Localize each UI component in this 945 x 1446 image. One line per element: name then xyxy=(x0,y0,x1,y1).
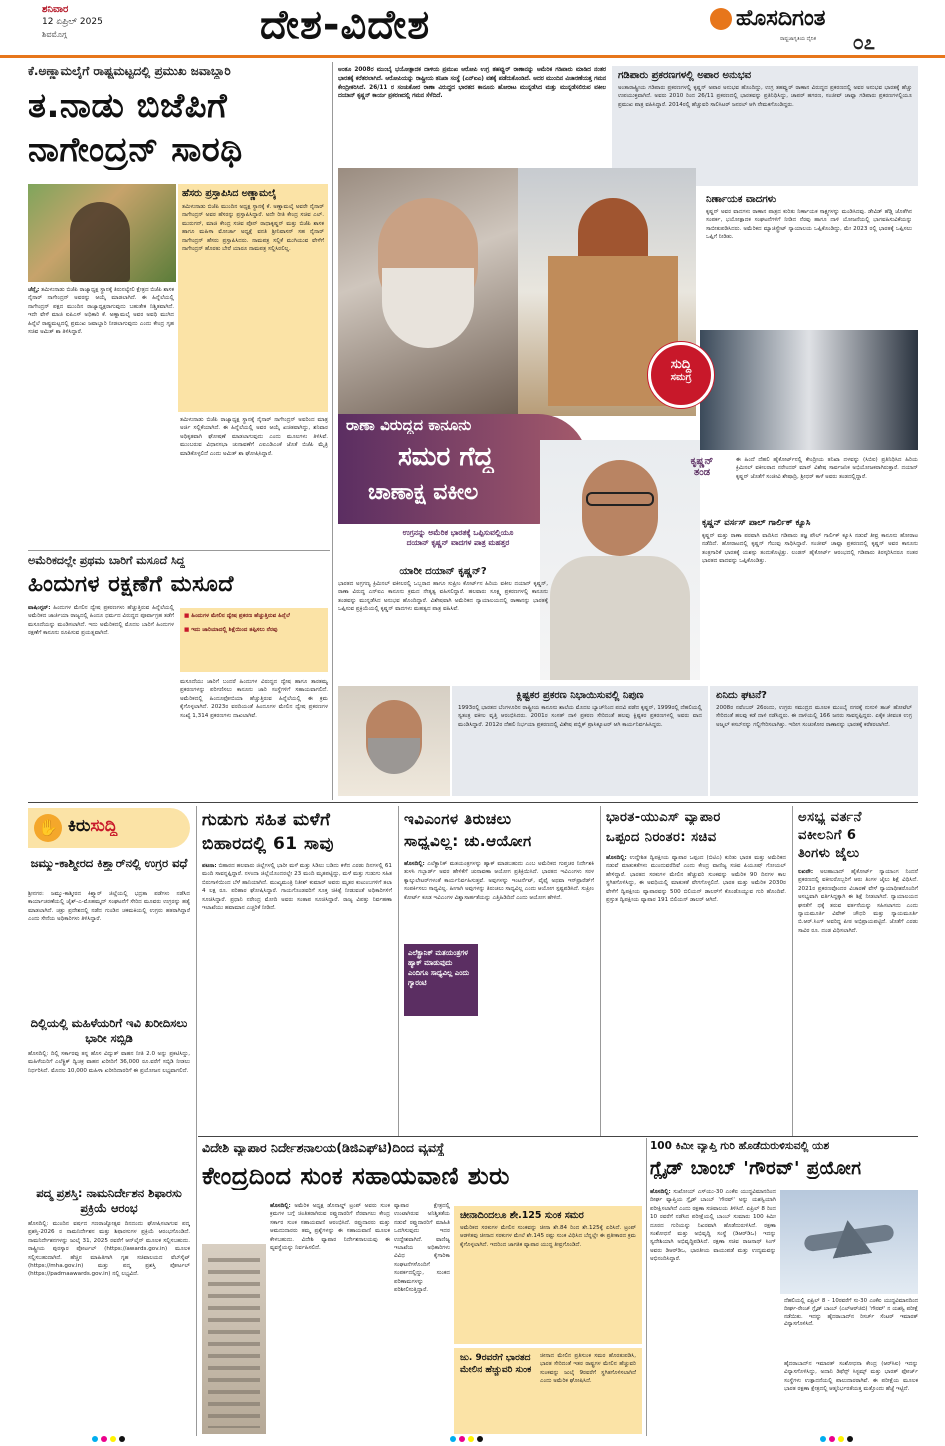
annamalai-headline-1: ತ.ನಾಡು ಬಿಜೆಪಿಗೆ xyxy=(28,86,228,126)
gaurav-body-text: ಸುಖೋಯ್ ಎಸ್‌ಯು-30 ಎಂಕೆಐ ಯುದ್ಧವಿಮಾನದಿಂದ ದೀರ್ಘ ವ್ಯಾಪ್ತಿಯ ಗ್ಲೈಡ್ ಬಾಂಬ್ 'ಗೌರವ್' ಅನ್ನು ಯಶಸ್ವಿಯಾಗಿ ಪರೀಕ್ಷಿಸಲಾಗಿದೆ ಎಂದು ರಕ್ಷಣಾ ಸಚಿವಾಲಯ ತಿಳಿಸಿದೆ. ಏಪ್ರಿಲ್ 8 ರಿಂದ 10 ರವರೆಗೆ ನಡೆಸಿದ ಪರೀಕ್ಷೆಯಲ್ಲಿ ಬಾಂಬ್ ಸುಮಾರು 100 ಕಿಮೀ ದೂರದ ಗುರಿಯನ್ನು ನಿಖರವಾಗಿ ಹೊಡೆದುರುಳಿಸಿದೆ. ರಕ್ಷಣಾ ಸಂಶೋಧನೆ ಮತ್ತು ಅಭಿವೃದ್ಧಿ ಸಂಸ್ಥೆ (ಡಿಆರ್‌ಡಿಒ) ಇದನ್ನು ಸ್ವದೇಶಿಯಾಗಿ ಅಭಿವೃದ್ಧಿಪಡಿಸಿದೆ. ರಕ್ಷಣಾ ಸಚಿವ ರಾಜನಾಥ್ ಸಿಂಗ್ ಅವರು ಡಿಆರ್‌ಡಿಒ, ಭಾರತೀಯ ವಾಯುಪಡೆ ಮತ್ತು ಉದ್ಯಮವನ್ನು ಅಭಿನಂದಿಸಿದ್ದಾರೆ. xyxy=(650,1189,776,1263)
rana-subhead xyxy=(338,528,578,562)
kiru-item2-body: ಹೊಸದಿಲ್ಲಿ: ದಿಲ್ಲಿ ಸರ್ಕಾರವು ತನ್ನ ಹೊಸ ವಿದ್ಯುತ್ ವಾಹನ ನೀತಿ 2.0 ಅನ್ನು ಪ್ರಕಟಿಸಿದ್ದು, ಮಹಿಳೆಯರಿಗೆ ಎಲೆಕ್ಟ್ರಿಕ್ ದ್ವಿಚಕ್ರ ವಾಹನ ಖರೀದಿಗೆ 36,000 ರೂ.ವರೆಗೆ ಸಬ್ಸಿಡಿ ನೀಡಲು ನಿರ್ಧರಿಸಿದೆ. ಮೊದಲ 10,000 ಮಹಿಳಾ ಖರೀದಿದಾರರಿಗೆ ಈ ಪ್ರಯೋಜನ ಲಭ್ಯವಾಗಲಿದೆ. xyxy=(28,1051,190,1074)
date-block xyxy=(42,4,172,50)
kiru-item2-title: ದಿಲ್ಲಿಯಲ್ಲಿ ಮಹಿಳೆಯರಿಗೆ ಇವಿ ಖರೀದಿಸಲು ಭಾರೀ ಸಬ್ಸಿಡಿ xyxy=(30,1016,188,1045)
expert-box xyxy=(452,686,708,796)
evm-dateline: ಹೊಸದಿಲ್ಲಿ: xyxy=(404,861,425,867)
bihar-dateline: ಪಟನಾ: xyxy=(202,863,217,869)
verdict-title: ನಿರ್ಣಾಯಕ ವಾದಗಳು xyxy=(706,194,777,205)
annamalai-body-text-1: ತಮಿಳುನಾಡು ಬಿಜೆಪಿ ರಾಜ್ಯಾಧ್ಯಕ್ಷ ಸ್ಥಾನಕ್ಕೆ ತಿರುನಲ್ವೇಲಿ ಕ್ಷೇತ್ರದ ಬಿಜೆಪಿ ಶಾಸಕ ನೈನಾರ್ ನಾಗೇಂದ್ರನ್ ಅವರನ್ನು ಆಯ್ಕೆ ಮಾಡಲಾಗಿದೆ. ಈ ಹಿನ್ನೆಲೆಯಲ್ಲಿ ನಾಗೇಂದ್ರನ್ ಪಕ್ಷದ ಮುಂದಿನ ರಾಜ್ಯಾಧ್ಯಕ್ಷರಾಗುವುದು ಬಹುತೇಕ ನಿಶ್ಚಿತವಾಗಿದೆ. ಇದೇ ವೇಳೆ ಮಾಜಿ ಐಪಿಎಸ್ ಅಧಿಕಾರಿ ಕೆ. ಅಣ್ಣಾಮಲೈ ಅವರ ಅವಧಿ ಮುಗಿದ ಹಿನ್ನೆಲೆ ರಾಷ್ಟ್ರಮಟ್ಟದಲ್ಲಿ ಪ್ರಮುಖ ಜವಾಬ್ದಾರಿ ನೀಡಲಾಗುವುದು ಎಂದು ಕೇಂದ್ರ ಗೃಹ ಸಚಿವ ಅಮಿತ್ ಶಾ ತಿಳಿಸಿದ್ದಾರೆ. xyxy=(28,287,174,336)
rana-subhead-2: ದಯಾನ್ ಕೃಷ್ಣನ್ ವಾದಗಳ ಪಾತ್ರ ಮಹತ್ತರ xyxy=(406,538,510,547)
dgft-dateline: ಹೊಸದಿಲ್ಲಿ: xyxy=(270,1203,291,1209)
person-silhouette xyxy=(70,202,130,282)
side-box-title: ಹೆಸರು ಪ್ರಸ್ತಾಪಿಸಿದ ಅಣ್ಣಾಮಲೈ xyxy=(182,188,277,199)
krishnan-vs-title: ಕೃಷ್ಣನ್ ವರ್ಸಸ್ ಪಾಲ್ ಗಾರ್ಲಿಕ್ ಕ್ಯೂಸಿ xyxy=(702,518,811,528)
dgft-body-col1 xyxy=(270,1202,390,1434)
krishnan-glasses xyxy=(586,492,654,506)
city-label: ಶಿವಮೊಗ್ಗ xyxy=(42,30,67,39)
bullet-icon: ■ xyxy=(184,627,192,634)
hindus-body-col2: ಮಸೂದೆಯು ಜಾರಿಗೆ ಬಂದರೆ ಹಿಂದುಗಳ ವಿರುದ್ಧದ ದ್ವೇಷ ಹಾಗೂ ತಾರತಮ್ಯ ಪ್ರಕರಣಗಳನ್ನು ಪರಿಗಣಿಸಲು ಕಾನೂನು ಜಾರಿ ಸಂಸ್ಥೆಗಳಿಗೆ ಸಹಾಯವಾಗಲಿದೆ. ಅಮೆರಿಕದಲ್ಲಿ ಹಿಂದೂಫೋಬಿಯಾ ಹೆಚ್ಚುತ್ತಿರುವ ಹಿನ್ನೆಲೆಯಲ್ಲಿ ಈ ಕ್ರಮ ಕೈಗೊಳ್ಳಲಾಗಿದೆ. 2023ರ ವರದಿಯಂತೆ ಹಿಂದೂಗಳ ಮೇಲಿನ ದ್ವೇಷ ಪ್ರಕರಣಗಳ ಸಂಖ್ಯೆ 1,314 ಪ್ರಕರಣಗಳು ದಾಖಲಾಗಿವೆ. xyxy=(180,679,328,719)
judge-dateline: ಲಖನೌ: xyxy=(798,869,814,875)
gaurav-caption: ದೆಹಲಿಯಲ್ಲಿ ಏಪ್ರಿಲ್ 8 - 10ರವರೆಗೆ ಸು-30 ಎಂಕೆಐ ಯುದ್ಧವಿಮಾನದಿಂದ ದೀರ್ಘ-ರೇಂಜ್ ಗ್ಲೈಡ್ ಬಾಂಬ್ (ಎಲ್ಆರ್‌ಜಿಬಿ) 'ಗೌರವ್' ನ ಯಶಸ್ವಿ ಪರೀಕ್ಷೆ ನಡೆಯಿತು. ಇದನ್ನು ಹೈದರಾಬಾದ್‌ನ ರಿಸರ್ಚ್ ಸೆಂಟರ್ ಇಮಾರತ್ ವಿನ್ಯಾಸಗೊಳಿಸಿದೆ. xyxy=(784,1298,918,1328)
taj-dome xyxy=(578,198,648,258)
krishnan-jacket xyxy=(550,556,690,680)
judge-headline-2: ವಕೀಲನಿಗೆ 6 xyxy=(798,828,857,843)
paper-tagline: ರಾಷ್ಟ್ರಜಾಗೃತಿಯ ದೈನಿಕ xyxy=(780,36,816,42)
evm-headline-1: ಇವಿಎಂಗಳ ತಿರುಚಲು xyxy=(404,810,512,828)
trade-story xyxy=(606,810,786,1130)
trade-headline-2: ಒಪ್ಪಂದ ನಿರಂತರ: ಸಚಿವ xyxy=(606,830,717,845)
china-body: ಅಮೆರಿಕದ ಸರಕುಗಳ ಮೇಲಿನ ಸುಂಕವನ್ನು ಚೀನಾ ಶೇ.84 ರಿಂದ ಶೇ.125ಕ್ಕೆ ಏರಿಸಿದೆ. ಟ್ರಂಪ್ ಆಡಳಿತವು ಚೀನಾದ ಸರಕುಗಳ ಮೇಲೆ ಶೇ.145 ರಷ್ಟು ಸುಂಕ ವಿಧಿಸಿದ ಬೆನ್ನಲ್ಲೇ ಈ ಪ್ರತೀಕಾರದ ಕ್ರಮ ಕೈಗೊಳ್ಳಲಾಗಿದೆ. ಇದರಿಂದ ಜಾಗತಿಕ ವ್ಯಾಪಾರ ಯುದ್ಧ ತೀವ್ರಗೊಂಡಿದೆ. xyxy=(460,1225,636,1248)
divider xyxy=(646,1138,647,1436)
masthead xyxy=(0,0,945,58)
gaurav-body xyxy=(650,1188,776,1434)
evm-quote-text: ಎಲೆಕ್ಟ್ರಾನಿಕ್ ಮತಯಂತ್ರಗಳ ಹ್ಯಾಕ್ ಮಾಡುವುದು ಎಂದಿಗೂ ಸಾಧ್ಯವಿಲ್ಲ ಎಂದು ಗ್ಯಾರಂಟಿ xyxy=(408,949,470,987)
judge-headline-1: ಅಸಭ್ಯ ವರ್ತನೆ xyxy=(798,810,862,825)
judge-headline-3: ತಿಂಗಳು ಜೈಲು xyxy=(798,846,860,861)
divider xyxy=(398,806,399,1136)
expert-lawyer-photo xyxy=(338,686,450,796)
building-windows xyxy=(208,1258,260,1428)
extradition-title: ಗಡಿಪಾರು ಪ್ರಕರಣಗಳಲ್ಲಿ ಅಪಾರ ಅನುಭವ xyxy=(618,70,752,81)
hindus-bullet-2: ■ ಇದು ಜಾರಿಯಾದಲ್ಲಿ ಶಿಕ್ಷೆಯಿಂದ ತಪ್ಪಿಸಲು ನೆರವು xyxy=(184,627,278,634)
hindus-dateline: ವಾಷಿಂಗ್ಟನ್: xyxy=(28,605,51,611)
team-body: ಈ ಹಿಂದೆ ದೆಹಲಿ ಹೈಕೋರ್ಟ್‌ನಲ್ಲಿ ಕೇಂದ್ರೀಯ ತನಿಖಾ ದಳವನ್ನು (ಸಿಬಿಐ) ಪ್ರತಿನಿಧಿಸಿದ ಹಿರಿಯ ಕ್ರಿಮಿನಲ್ ವಕೀಲರಾದ ನರೇಂದರ್ ಮಾನ್ ವಿಶೇಷ ಸಾರ್ವಜನಿಕ ಅಭಿಯೋಜಕರಾಗಿರುತ್ತಾರೆ. ದಯಾನ್ ಕೃಷ್ಣನ್ ಜೊತೆಗೆ ಸಂಜೀವಿ ಶೇಷಾದ್ರಿ, ಶ್ರೀಧರ್ ಕಾಳೆ ಅವರು ತಂಡದಲ್ಲಿದ್ದಾರೆ. xyxy=(736,457,918,480)
judge-body xyxy=(798,868,918,1130)
reg-dot-yellow xyxy=(838,1436,844,1442)
gaurav-dateline: ಹೊಸದಿಲ್ಲಿ: xyxy=(650,1189,671,1195)
annamalai-body-col2: ತಮಿಳುನಾಡು ಬಿಜೆಪಿ ರಾಜ್ಯಾಧ್ಯಕ್ಷ ಸ್ಥಾನಕ್ಕೆ ನೈನಾರ್ ನಾಗೇಂದ್ರನ್ ಅವರಿಂದ ಮಾತ್ರ ಅರ್ಜಿ ಸಲ್ಲಿಕೆಯಾಗಿದೆ. ಈ ಹಿನ್ನೆಲೆಯಲ್ಲಿ ಅವರ ಆಯ್ಕೆ ಖಚಿತವಾಗಿದ್ದು, ಶನಿವಾರ ಅಧಿಕೃತವಾಗಿ ಘೋಷಣೆ ಮಾಡಲಾಗುವುದು ಎಂದು ಮೂಲಗಳು ತಿಳಿಸಿವೆ. ಮುಂಬರುವ ವಿಧಾನಸಭಾ ಚುನಾವಣೆಗೆ ಎಐಎಡಿಎಂಕೆ ಜೊತೆ ಬಿಜೆಪಿ ಮೈತ್ರಿ ಮಾಡಿಕೊಳ್ಳಲಿದೆ ಎಂದು ಅಮಿತ್ ಶಾ ಘೋಷಿಸಿದ್ದಾರೆ. xyxy=(180,417,328,457)
dgft-story xyxy=(202,1140,642,1436)
rana-headline-3: ಚಾಣಾಕ್ಷ ವಕೀಲ xyxy=(368,480,479,505)
kiru-label-text: ಕಿರುಸುದ್ದಿ xyxy=(68,816,118,836)
what-body: 2008ರ ನವೆಂಬರ್ 26ರಂದು, ಉಗ್ರರು ಸಮುದ್ರದ ಮೂಲಕ ಮುಂಬೈ ನಗರಕ್ಕೆ ನುಸುಳಿ ತಾಜ್ ಹೋಟೆಲ್ ಸೇರಿದಂತೆ ಹಲವು ಕಡೆ ದಾಳಿ ನಡೆಸಿದ್ದರು. ಈ ದಾಳಿಯಲ್ಲಿ 166 ಜನರು ಸಾವನ್ನಪ್ಪಿದ್ದರು. ಏಕೈಕ ಜೀವಂತ ಉಗ್ರ ಅಜ್ಮಲ್ ಕಸಬ್‌ನನ್ನು ಗಲ್ಲಿಗೇರಿಸಲಾಗಿತ್ತು. ಇದೀಗ ಸಂಚುಕೋರ ರಾಣಾನನ್ನು ಭಾರತಕ್ಕೆ ಕರೆತರಲಾಗಿದೆ. xyxy=(716,705,912,728)
badge-bottom: ಸಮಗ್ರ xyxy=(670,372,692,383)
evm-body-b xyxy=(484,944,594,1130)
july-title: ಜು. 9ರವರೆಗೆ ಭಾರತದ ಮೇಲಿನ ಹೆಚ್ಚುವರಿ ಸುಂಕ xyxy=(460,1353,532,1375)
who-body: ಭಾರತದ ಅಗ್ರಗಣ್ಯ ಕ್ರಿಮಿನಲ್ ವಕೀಲರಲ್ಲಿ ಒಬ್ಬರಾದ ಹಾಗೂ ಸುಪ್ರೀಂ ಕೋರ್ಟ್‌ನ ಹಿರಿಯ ವಕೀಲ ದಯಾನ್ ಕೃಷ್ಣನ್, ರಾಣಾ ವಿರುದ್ಧ ಎನ್ಐಎ ಕಾನೂನು ಕ್ರಮದ ನೇತೃತ್ವ ವಹಿಸಲಿದ್ದಾರೆ. ಹಲವಾರು ಸೂಕ್ಷ್ಮ ಪ್ರಕರಣಗಳಲ್ಲಿ ಕಾನೂನು ತಂಡವನ್ನು ಮುನ್ನಡೆಸಿದ ಅನುಭವ ಹೊಂದಿದ್ದಾರೆ. ವಿಶೇಷವಾಗಿ ಅಮೆರಿಕದ ನ್ಯಾಯಾಲಯದಲ್ಲಿ ರಾಣಾನನ್ನು ಭಾರತಕ್ಕೆ ಒಪ್ಪಿಸುವ ಪ್ರಕ್ರಿಯೆಯಲ್ಲಿ ಕೃಷ್ಣನ್ ವಾದಗಳು ಮಹತ್ವದ ಪಾತ್ರ ವಹಿಸಿವೆ. xyxy=(338,581,548,613)
hindus-body-col1 xyxy=(28,604,174,798)
rana-headline-1: ರಾಣಾ ವಿರುದ್ಧದ ಕಾನೂನು xyxy=(346,416,472,434)
divider xyxy=(332,62,333,800)
july-box xyxy=(454,1348,642,1434)
reg-dot-black xyxy=(477,1436,483,1442)
hand-icon: ✋ xyxy=(34,814,62,842)
team-label-1: ಕೃಷ್ಣನ್ xyxy=(690,456,714,467)
bihar-body xyxy=(202,862,392,1130)
annamalai-dateline: ಚೆನ್ನೈ: xyxy=(28,287,40,293)
verdict-body: ಕೃಷ್ಣನ್ ಅವರ ವಾದಗಳು ರಾಣಾನ ಪಾತ್ರದ ಕುರಿತು ನಿರ್ಣಾಯಕ ಸಾಕ್ಷ್ಯಗಳನ್ನು ಮಂಡಿಸಿದವು. ಡೇವಿಡ್ ಹೆಡ್ಲಿ ಜೊತೆಗಿನ ಸಂಪರ್ಕ, ಭಯೋತ್ಪಾದಕ ಸಂಘಟನೆಗಳಿಗೆ ನೀಡಿದ ನೆರವು ಹಾಗೂ ದಾಳಿ ಯೋಜನೆಯಲ್ಲಿ ಭಾಗವಹಿಸುವಿಕೆಯನ್ನು ಸಾಬೀತುಪಡಿಸಿದರು. ಅಮೆರಿಕದ ಮ್ಯಾಜಿಸ್ಟ್ರೇಟ್ ನ್ಯಾಯಾಲಯ ಒಪ್ಪಿಕೊಂಡಿದ್ದು, ಮೇ 2023 ರಲ್ಲಿ ಭಾರತಕ್ಕೆ ಒಪ್ಪಿಸಲು ಒಪ್ಪಿಗೆ ನೀಡಿತು. xyxy=(706,209,912,241)
divider xyxy=(792,806,793,1136)
what-title: ಏನಿದು ಘಟನೆ? xyxy=(716,690,767,701)
gaurav-kicker: 100 ಕಿಮೀ ವ್ಯಾಪ್ತಿ ಗುರಿ ಹೊಡೆದುರುಳಿಸುವಲ್ಲಿ ಯಶ xyxy=(650,1140,830,1152)
extradition-body: ಅಂತಾರಾಷ್ಟ್ರೀಯ ಗಡಿಪಾರು ಪ್ರಕರಣಗಳಲ್ಲಿ ಕೃಷ್ಣನ್ ಅಪಾರ ಅನುಭವ ಹೊಂದಿದ್ದು, ಉಗ್ರ ತಹವ್ವುರ್ ರಾಣಾನ ವಿರುದ್ಧದ ಪ್ರಕರಣದಲ್ಲಿ ಅವರ ಅನುಭವ ಭಾರತಕ್ಕೆ ಹೆಚ್ಚು ಉಪಯುಕ್ತವಾಗಿದೆ. ಅವರು 2010 ರಿಂದ 26/11 ಪ್ರಕರಣದಲ್ಲಿ ಭಾರತವನ್ನು ಪ್ರತಿನಿಧಿಸಿದ್ದು, ಚಾಪರ್ ಹಗರಣ, ಸಂಜೀವ್ ಚಾವ್ಲಾ ಗಡಿಪಾರು ಪ್ರಕರಣಗಳಲ್ಲಿಯೂ ಪ್ರಮುಖ ಪಾತ್ರ ವಹಿಸಿದ್ದಾರೆ. 2014ರಲ್ಲಿ ಹೆಚ್ಚುವರಿ ಸಾಲಿಸಿಟರ್ ಜನರಲ್ ಆಗಿ ನೇಮಕಗೊಂಡಿದ್ದರು. xyxy=(618,85,912,108)
date-label: 12 ಏಪ್ರಿಲ್ 2025 xyxy=(42,17,103,27)
lamp-icon xyxy=(710,8,732,30)
divider xyxy=(28,550,330,551)
bihar-headline-2: ಬಿಹಾರದಲ್ಲಿ 61 ಸಾವು xyxy=(202,834,334,854)
hindus-headline: ಹಿಂದುಗಳ ರಕ್ಷಣೆಗೆ ಮಸೂದೆ xyxy=(28,572,234,597)
hindus-bullet-1: ■ ಹಿಂದುಗಳ ಮೇಲಿನ ದ್ವೇಷ ಪ್ರಕರಣ ಹೆಚ್ಚುತ್ತಿರುವ ಹಿನ್ನೆಲೆ xyxy=(184,613,290,619)
paper-name: ಹೊಸದಿಗಂತ xyxy=(736,6,826,31)
expert-title: ಕ್ಲಿಷ್ಟಕರ ಪ್ರಕರಣ ನಿಭಾಯಿಸುವಲ್ಲಿ ನಿಪುಣ xyxy=(516,690,644,701)
gaurav-headline: ಗ್ಲೈಡ್ ಬಾಂಬ್ 'ಗೌರವ್' ಪ್ರಯೋಗ xyxy=(650,1158,862,1179)
trade-body-text: ಉದ್ದೇಶಿತ ದ್ವಿಪಕ್ಷೀಯ ವ್ಯಾಪಾರ ಒಪ್ಪಂದ (ಬಿಟಿಎ) ಕುರಿತು ಭಾರತ ಮತ್ತು ಅಮೆರಿಕದ ನಡುವೆ ಮಾತುಕತೆಗಳು ಮುಂದುವರೆದಿವೆ ಎಂದು ಕೇಂದ್ರ ವಾಣಿಜ್ಯ ಸಚಿವ ಪಿಯೂಷ್ ಗೋಯಲ್ ಹೇಳಿದ್ದಾರೆ. ಭಾರತದ ಸರಕುಗಳ ಮೇಲಿನ ಹೆಚ್ಚುವರಿ ಸುಂಕವನ್ನು ಅಮೆರಿಕ 90 ದಿನಗಳ ಕಾಲ ಸ್ಥಗಿತಗೊಳಿಸಿದ್ದು, ಈ ಅವಧಿಯಲ್ಲಿ ಮಾತುಕತೆ ವೇಗಗೊಳ್ಳಲಿದೆ. ಭಾರತ ಮತ್ತು ಅಮೆರಿಕ 2030ರ ವೇಳೆಗೆ ದ್ವಿಪಕ್ಷೀಯ ವ್ಯಾಪಾರವನ್ನು 500 ಬಿಲಿಯನ್ ಡಾಲರ್‌ಗೆ ಕೊಂಡೊಯ್ಯುವ ಗುರಿ ಹೊಂದಿವೆ. ಪ್ರಸ್ತುತ ದ್ವಿಪಕ್ಷೀಯ ವ್ಯಾಪಾರ 191 ಬಿಲಿಯನ್ ಡಾಲರ್ ಆಗಿದೆ. xyxy=(606,855,786,904)
evm-quote-box xyxy=(404,944,478,1016)
reg-dot-cyan xyxy=(820,1436,826,1442)
verdict-box xyxy=(700,190,918,330)
july-body: ಚೀನಾದ ಮೇಲಿನ ಪ್ರತಿಸುಂಕ ಸಮರ ಹೊರತುಪಡಿಸಿ, ಭಾರತ ಸೇರಿದಂತೆ ಇತರ ರಾಷ್ಟ್ರಗಳ ಮೇಲಿನ ಹೆಚ್ಚುವರಿ ಸುಂಕವನ್ನು ಜುಲೈ 9ರವರೆಗೆ ಸ್ಥಗಿತಗೊಳಿಸಲಾಗಿದೆ ಎಂದು ಅಮೆರಿಕ ಘೋಷಿಸಿದೆ. xyxy=(540,1353,636,1385)
judge-body-text: ಅಲಹಾಬಾದ್ ಹೈಕೋರ್ಟ್ ನ್ಯಾಯಾಂಗ ನಿಂದನೆ ಪ್ರಕರಣದಲ್ಲಿ ವಕೀಲರೊಬ್ಬರಿಗೆ ಆರು ತಿಂಗಳ ಜೈಲು ಶಿಕ್ಷೆ ವಿಧಿಸಿದೆ. 2021ರ ಪ್ರಕರಣವೊಂದರ ವಿಚಾರಣೆ ವೇಳೆ ನ್ಯಾಯಾಧೀಶರೊಂದಿಗೆ ಅಸಭ್ಯವಾಗಿ ವರ್ತಿಸಿದ್ದಕ್ಕಾಗಿ ಈ ಶಿಕ್ಷೆ ನೀಡಲಾಗಿದೆ. ನ್ಯಾಯಾಲಯದ ಘನತೆಗೆ ಧಕ್ಕೆ ತರುವ ವರ್ತನೆಯನ್ನು ಸಹಿಸಲಾಗದು ಎಂದು ನ್ಯಾಯಮೂರ್ತಿ ವಿವೇಕ್ ಚೌಧರಿ ಮತ್ತು ನ್ಯಾಯಮೂರ್ತಿ ಬಿ.ಆರ್.ಸಿಂಗ್ ಅವರಿದ್ದ ಪೀಠ ಅಭಿಪ್ರಾಯಪಟ್ಟಿದೆ. ಜೊತೆಗೆ ಎರಡು ಸಾವಿರ ರೂ. ದಂಡ ವಿಧಿಸಲಾಗಿದೆ. xyxy=(798,869,918,934)
badge-top: ಸುದ್ದಿ xyxy=(670,357,692,372)
lawyer-beard xyxy=(368,738,420,774)
who-box xyxy=(338,566,548,684)
kiru-item3-title: ಪದ್ಮ ಪ್ರಶಸ್ತಿ: ನಾಮನಿರ್ದೇಶನ ಶಿಫಾರಸು ಪ್ರಕ್ರಿಯೆ ಆರಂಭ xyxy=(36,1186,182,1215)
nagendran-photo xyxy=(28,184,176,282)
reg-dot-magenta xyxy=(829,1436,835,1442)
trade-headline-1: ಭಾರತ-ಯುಎಸ್ ವ್ಯಾಪಾರ xyxy=(606,810,721,825)
dgft-building-photo xyxy=(202,1244,266,1434)
krishnan-vs-body: ಕೃಷ್ಣನ್ ಮತ್ತು ರಾಣಾ ಪರವಾಗಿ ವಾದಿಸಿದ ಗಡಿಪಾರು ತಜ್ಞ ಪೌಲ್ ಗಾರ್ಲಿಕ್ ಕ್ಯೂಸಿ ನಡುವೆ ತೀವ್ರ ಕಾನೂನು ಹೋರಾಟ ನಡೆದಿದೆ. ಹೋರಾಟದಲ್ಲಿ ಕೃಷ್ಣನ್ ಗೆಲುವು ಸಾಧಿಸಿದ್ದಾರೆ. ಸಂಜೀವ್ ಚಾವ್ಲಾ ಪ್ರಕರಣದಲ್ಲಿ ಕೃಷ್ಣನ್ ಅವರ ಕಾನೂನು ತಂತ್ರಗಾರಿಕೆ ಭಾರತಕ್ಕೆ ಯಶಸ್ಸು ತಂದುಕೊಟ್ಟಿತ್ತು. ಲಂಡನ್ ಹೈಕೋರ್ಟ್ ಆರಂಭದಲ್ಲಿ ಗಡಿಪಾರು ತಿರಸ್ಕರಿಸಿದರೂ ನಂತರ ಭಾರತದ ವಾದವನ್ನು ಒಪ್ಪಿಕೊಂಡಿತ್ತು. xyxy=(702,533,918,565)
judge-story xyxy=(798,810,918,1130)
annamalai-side-box xyxy=(178,184,328,412)
side-box-body: ತಮಿಳುನಾಡು ಬಿಜೆಪಿ ಮುಂದಿನ ಅಧ್ಯಕ್ಷ ಸ್ಥಾನಕ್ಕೆ ಕೆ. ಅಣ್ಣಾಮಲೈ ಅವರೇ ನೈನಾರ್ ನಾಗೇಂದ್ರನ್ ಅವರ ಹೆಸರನ್ನು ಪ್ರಸ್ತಾಪಿಸಿದ್ದಾರೆ. ಅದೇ ರೀತಿ ಕೇಂದ್ರ ಸಚಿವ ಎಲ್. ಮುರುಗನ್, ಮಾಜಿ ಕೇಂದ್ರ ಸಚಿವ ಪೊನ್ ರಾಧಾಕೃಷ್ಣನ್ ಮತ್ತು ಬಿಜೆಪಿ ಶಾಸಕ ಹಾಗೂ ಮಹಿಳಾ ಮೋರ್ಚಾ ಅಧ್ಯಕ್ಷೆ ವನತಿ ಶ್ರೀನಿವಾಸನ್ ಸಹ ನೈನಾರ್ ನಾಗೇಂದ್ರನ್ ಹೆಸರು ಪ್ರಸ್ತಾಪಿಸಿದರು. ನಾಮಪತ್ರ ಸಲ್ಲಿಕೆ ಮುಗಿಯುವ ವೇಳೆಗೆ ನಾಗೇಂದ್ರನ್ ಹೊರತು ಬೇರೆ ಯಾರೂ ನಾಮಪತ್ರ ಸಲ್ಲಿಸಿರಲಿಲ್ಲ. xyxy=(182,204,324,253)
dgft-body-text: ಅಮೆರಿಕ ಅಧ್ಯಕ್ಷ ಡೊನಾಲ್ಡ್ ಟ್ರಂಪ್ ಅವರು ಸುಂಕ ಕ್ರಮಗಳ ಬಗ್ಗೆ ಚಿಂತಿತರಾಗಿರುವ ರಫ್ತುದಾರರಿಗೆ ನೆರವಾಗಲು ಕೇಂದ್ರ ಸರ್ಕಾರ ಸುಂಕ ಸಹಾಯವಾಣಿ ಆರಂಭಿಸಿದೆ. ರಫ್ತುದಾರರು ಮತ್ತು ಆಮದುದಾರರು ತಮ್ಮ ಪ್ರಶ್ನೆಗಳನ್ನು ಈ ಸಹಾಯವಾಣಿ ಮೂಲಕ ಕೇಳಬಹುದು. ವಿದೇಶಿ ವ್ಯಾಪಾರ ನಿರ್ದೇಶನಾಲಯವು ಈ ವ್ಯವಸ್ಥೆಯನ್ನು ನಿರ್ವಹಿಸಲಿದೆ. xyxy=(270,1203,390,1252)
reg-dot-black xyxy=(119,1436,125,1442)
reg-dot-yellow xyxy=(468,1436,474,1442)
hindus-body-text: ಹಿಂದುಗಳ ಮೇಲಿನ ದ್ವೇಷ ಪ್ರಕರಣಗಳು ಹೆಚ್ಚುತ್ತಿರುವ ಹಿನ್ನೆಲೆಯಲ್ಲಿ ಅಮೆರಿಕದ ಜಾರ್ಜಿಯಾ ರಾಜ್ಯದಲ್ಲಿ ಹಿಂದೂ ಧರ್ಮದ ವಿರುದ್ಧದ ಪೂರ್ವಾಗ್ರಹ ತಡೆಗೆ ಮಸೂದೆಯನ್ನು ಮಂಡಿಸಲಾಗಿದೆ. ಇದು ಅಮೆರಿಕದಲ್ಲಿ ಮೊದಲ ಬಾರಿಗೆ ಹಿಂದುಗಳ ರಕ್ಷಣೆಗೆ ಕಾನೂನು ರೂಪಿಸುವ ಪ್ರಯತ್ನವಾಗಿದೆ. xyxy=(28,605,174,637)
team-label-2: ತಂಡ xyxy=(693,467,711,478)
divider xyxy=(196,806,197,1436)
reg-dot-magenta xyxy=(459,1436,465,1442)
rana-beard xyxy=(382,268,474,348)
china-title: ಚೀನಾದಿಂದಲೂ ಶೇ.125 ಸುಂಕ ಸಮರ xyxy=(460,1210,584,1221)
gaurav-story xyxy=(650,1140,918,1436)
china-box xyxy=(454,1206,642,1344)
hindus-story xyxy=(28,554,328,800)
annamalai-story xyxy=(28,64,328,550)
bihar-story xyxy=(202,810,392,1130)
rana-intro: ಅಂತೂ 2008ರ ಮುಂಬೈ ಭಯೋತ್ಪಾದಕ ದಾಳಿಯ ಪ್ರಮುಖ ಆರೋಪಿ ಉಗ್ರ ತಹವ್ವುರ್ ರಾಣಾನನ್ನು ಅಮೆರಿಕ ಗಡಿಪಾರು ಮಾಡಿದ ನಂತರ ಭಾರತಕ್ಕೆ ಕರೆತರಲಾಗಿದೆ. ಆರೋಪಿಯನ್ನು ರಾಷ್ಟ್ರೀಯ ತನಿಖಾ ಸಂಸ್ಥೆ (ಎನ್ಐಎ) ವಶಕ್ಕೆ ಪಡೆದುಕೊಂಡಿದೆ. ಅದರ ಮುಂದಿನ ವಿಚಾರಣೆಯತ್ತ ಗಮನ ಕೇಂದ್ರೀಕರಿಸಿದೆ. 26/11 ರ ಸಂಚುಕೋರ ರಾಣಾ ವಿರುದ್ಧದ ಭಾರತದ ಕಾನೂನು ಹೋರಾಟ ಮುನ್ನಡೆಸಿದ ಮತ್ತು ಮುನ್ನಡೆಸಲಿರುವ ವಕೀಲ ದಯಾನ್ ಕೃಷ್ಣನ್ ಕಾರ್ಯ ಪ್ರಕರಣದಲ್ಲಿ ಗಮನ ಸೆಳೆದಿದೆ. xyxy=(338,67,606,100)
rana-headline-2: ಸಮರ ಗೆದ್ದ xyxy=(398,442,494,472)
gaurav-body-col2: ಹೈದರಾಬಾದ್‌ನ ಇಮಾರತ್ ಸಂಶೋಧನಾ ಕೇಂದ್ರ (ಆರ್‌ಸಿಐ) ಇದನ್ನು ವಿನ್ಯಾಸಗೊಳಿಸಿದ್ದು, ಅದಾನಿ ಡಿಫೆನ್ಸ್ ಸಿಸ್ಟಮ್ಸ್ ಮತ್ತು ಭಾರತ್ ಫೋರ್ಜ್ ಸಂಸ್ಥೆಗಳು ಉತ್ಪಾದನೆಯಲ್ಲಿ ಪಾಲುದಾರರಾಗಿವೆ. ಈ ಪರೀಕ್ಷೆಯ ಮೂಲಕ ಭಾರತ ರಕ್ಷಣಾ ಕ್ಷೇತ್ರದಲ್ಲಿ ಆತ್ಮನಿರ್ಭರತೆಯತ್ತ ಮತ್ತೊಂದು ಹೆಜ್ಜೆ ಇಟ್ಟಿದೆ. xyxy=(784,1361,918,1393)
day-label: ಶನಿವಾರ xyxy=(42,4,69,15)
team-label xyxy=(672,456,732,496)
paper-logo xyxy=(710,4,890,52)
print-registration-marks xyxy=(820,1436,853,1442)
what-box xyxy=(710,686,918,796)
bullet-icon: ■ xyxy=(184,613,192,619)
annamalai-body-col1 xyxy=(28,286,174,548)
rana-photo xyxy=(338,168,518,418)
trade-dateline: ಹೊಸದಿಲ್ಲಿ: xyxy=(606,855,627,861)
suddi-samagra-badge xyxy=(648,342,714,408)
reg-dot-cyan xyxy=(450,1436,456,1442)
rana-subhead-1: ಉಗ್ರನನ್ನು ಅಮೆರಿಕ ಭಾರತಕ್ಕೆ ಒಪ್ಪಿಸುವಲ್ಲಿಯೂ xyxy=(402,528,514,537)
evm-headline-2: ಸಾಧ್ಯವಿಲ್ಲ: ಚು.ಆಯೋಗ xyxy=(404,832,532,850)
dgft-headline-1: ವಿದೇಶಿ ವ್ಯಾಪಾರ ನಿರ್ದೇಶನಾಲಯ(ಡಿಜಿಎಫ್‌ಟಿ)ದಿಂದ ವ್ಯವಸ್ಥೆ xyxy=(202,1140,445,1155)
annamalai-kicker: ಕೆ.ಅಣ್ಣಾಮಲೈಗೆ ರಾಷ್ಟ್ರಮಟ್ಟದಲ್ಲಿ ಪ್ರಮುಖ ಜವಾಬ್ದಾರಿ xyxy=(28,64,231,78)
print-registration-marks xyxy=(450,1436,483,1442)
divider xyxy=(600,806,601,1136)
krishnan-court-photo xyxy=(700,330,918,450)
krishnan-head xyxy=(582,460,658,556)
bihar-headline-1: ಗುಡುಗು ಸಹಿತ ಮಳೆಗೆ xyxy=(202,810,331,830)
annamalai-headline-2: ನಾಗೇಂದ್ರನ್ ಸಾರಥಿ xyxy=(28,130,243,170)
trade-body xyxy=(606,854,786,1130)
dgft-body-col2: ವ್ಯಾಪಾರ ಕ್ಷೇತ್ರದಲ್ಲಿ ಉಂಟಾಗಿರುವ ಅನಿಶ್ಚಿತತೆಯ ನಡುವೆ ರಫ್ತುದಾರರಿಗೆ ಮಾಹಿತಿ ಒದಗಿಸುವುದು ಇದರ ಉದ್ದೇಶವಾಗಿದೆ. ವಾಣಿಜ್ಯ ಇಲಾಖೆಯ ಅಧಿಕಾರಿಗಳು ವಿವಿಧ ಕೈಗಾರಿಕಾ ಸಂಘಟನೆಗಳೊಂದಿಗೆ ಸಂಪರ್ಕದಲ್ಲಿದ್ದು, ಸುಂಕದ ಪರಿಣಾಮಗಳನ್ನು ಪರಿಶೀಲಿಸುತ್ತಿದ್ದಾರೆ. xyxy=(394,1203,450,1294)
kiru-item1-title: ಜಮ್ಮು-ಕಾಶ್ಮೀರದ ಕಿಶ್ತ್ವಾರ್‌ನಲ್ಲಿ ಉಗ್ರರ ವಧೆ xyxy=(30,856,188,870)
dgft-headline-2: ಕೇಂದ್ರದಿಂದ ಸುಂಕ ಸಹಾಯವಾಣಿ ಶುರು xyxy=(202,1162,510,1190)
hindus-kicker: ಅಮೆರಿಕದಲ್ಲೇ ಪ್ರಥಮ ಬಾರಿಗೆ ಮಸೂದೆ ಸಿದ್ಧ xyxy=(28,554,185,567)
reg-dot-yellow xyxy=(110,1436,116,1442)
kiru-label xyxy=(28,808,190,848)
sukhoi-jet-photo xyxy=(780,1190,918,1294)
kiru-item3-body: ಹೊಸದಿಲ್ಲಿ: ಮುಂದಿನ ವರ್ಷದ ಗಣರಾಜ್ಯೋತ್ಸವ ದಿನದಂದು ಘೋಷಿಸಲಾಗುವ ಪದ್ಮ ಪ್ರಶಸ್ತಿ-2026 ರ ನಾಮನಿರ್ದೇಶನ ಮತ್ತು ಶಿಫಾರಸುಗಳ ಪ್ರಕ್ರಿಯೆ ಆರಂಭಗೊಂಡಿದೆ. ನಾಮನಿರ್ದೇಶನಗಳನ್ನು ಜುಲೈ 31, 2025 ರವರೆಗೆ ಆನ್‌ಲೈನ್ ಮೂಲಕ ಸಲ್ಲಿಸಬಹುದು. ರಾಷ್ಟ್ರೀಯ ಪುರಸ್ಕಾರ ಪೋರ್ಟಲ್ (https://awards.gov.in) ಮೂಲಕ ಸಲ್ಲಿಸಬಹುದಾಗಿದೆ. ಹೆಚ್ಚಿನ ಮಾಹಿತಿಗಾಗಿ ಗೃಹ ಸಚಿವಾಲಯದ ವೆಬ್‌ಸೈಟ್‌ (https://mha.gov.in) ಮತ್ತು ಪದ್ಮ ಪ್ರಶಸ್ತಿ ಪೋರ್ಟಲ್ (https://padmaawards.gov.in) ನಲ್ಲಿ ಲಭ್ಯವಿದೆ. xyxy=(28,1221,190,1278)
evm-body-a xyxy=(404,860,594,940)
page-number: ೦೭ xyxy=(852,30,875,52)
hindus-bullets xyxy=(180,608,328,672)
reg-dot-magenta xyxy=(101,1436,107,1442)
reg-dot-black xyxy=(847,1436,853,1442)
evm-body-text: ಎಲೆಕ್ಟ್ರಾನಿಕ್ ಮತಯಂತ್ರಗಳನ್ನು ಹ್ಯಾಕ್ ಮಾಡಬಹುದು ಎಂಬ ಅಮೆರಿಕದ ಗುಪ್ತಚರ ನಿರ್ದೇಶಕಿ ತುಳಸಿ ಗಬ್ಬಾರ್ಡ್ ಅವರ ಹೇಳಿಕೆಗೆ ಚುನಾವಣಾ ಆಯೋಗ ಪ್ರತಿಕ್ರಿಯಿಸಿದೆ. ಭಾರತದ ಇವಿಎಂಗಳು ಸರಳ ಕ್ಯಾಲ್ಕುಲೇಟರ್‌ಗಳಂತೆ ಕಾರ್ಯನಿರ್ವಹಿಸುತ್ತವೆ. ಅವುಗಳನ್ನು ಇಂಟರ್ನೆಟ್, ವೈಫೈ ಅಥವಾ ಇನ್‌ಫ್ರಾರೆಡ್‌ಗೆ ಸಂಪರ್ಕಿಸಲು ಸಾಧ್ಯವಿಲ್ಲ. ಹೀಗಾಗಿ ಅವುಗಳನ್ನು ತಿರುಚಲು ಸಾಧ್ಯವಿಲ್ಲ ಎಂದು ಆಯೋಗ ಸ್ಪಷ್ಟಪಡಿಸಿದೆ. ಸುಪ್ರೀಂ ಕೋರ್ಟ್ ಕೂಡ ಇವಿಎಂಗಳ ವಿಶ್ವಾಸಾರ್ಹತೆಯನ್ನು ಎತ್ತಿಹಿಡಿದಿದೆ ಎಂದು ಆಯೋಗ ಹೇಳಿದೆ. xyxy=(404,861,594,901)
kiru-suddi-column xyxy=(28,808,190,1436)
expert-body: 1993ರಲ್ಲಿ ಭಾರತದ ಬೆಂಗಳೂರಿನ ರಾಷ್ಟ್ರೀಯ ಕಾನೂನು ಶಾಲೆಯ ಮೊದಲ ಬ್ಯಾಚ್‌ನಿಂದ ಪದವಿ ಪಡೆದ ಕೃಷ್ಣನ್, 1999ರಲ್ಲಿ ದೆಹಲಿಯಲ್ಲಿ ಸ್ವತಂತ್ರ ವಕೀಲ ವೃತ್ತಿ ಆರಂಭಿಸಿದರು. 2001ರ ಸಂಸತ್ ದಾಳಿ ಪ್ರಕರಣ ಸೇರಿದಂತೆ ಹಲವು ಕ್ಲಿಷ್ಟಕರ ಪ್ರಕರಣಗಳಲ್ಲಿ ಅವರು ವಾದ ಮಂಡಿಸಿದ್ದಾರೆ. 2012ರ ದೆಹಲಿ ನಿರ್ಭಯಾ ಪ್ರಕರಣದಲ್ಲಿ ವಿಶೇಷ ಪಬ್ಲಿಕ್ ಪ್ರಾಸಿಕ್ಯೂಟರ್ ಆಗಿ ಕಾರ್ಯನಿರ್ವಹಿಸಿದ್ದರು. xyxy=(458,705,702,728)
evm-story xyxy=(404,810,594,1130)
bihar-body-text: ಬಿಹಾರದ ಹಲವಾರು ಜಿಲ್ಲೆಗಳಲ್ಲಿ ಭಾರೀ ಮಳೆ ಮತ್ತು ಸಿಡಿಲು ಬಡಿದು ಕಳೆದ ಎರಡು ದಿನಗಳಲ್ಲಿ 61 ಮಂದಿ ಸಾವನ್ನಪ್ಪಿದ್ದಾರೆ. ನಳಂದಾ ಜಿಲ್ಲೆಯೊಂದರಲ್ಲೇ 23 ಮಂದಿ ಮೃತಪಟ್ಟಿದ್ದು, ಮಳೆ ಮತ್ತು ಗುಡುಗು ಸಹಿತ ಬಿರುಗಾಳಿಯಿಂದ ಬೆಳೆ ಹಾನಿಯಾಗಿದೆ. ಮುಖ್ಯಮಂತ್ರಿ ನಿತೀಶ್ ಕುಮಾರ್ ಅವರು ಮೃತರ ಕುಟುಂಬಗಳಿಗೆ ತಲಾ 4 ಲಕ್ಷ ರೂ. ಪರಿಹಾರ ಘೋಷಿಸಿದ್ದಾರೆ. ಗಾಯಗೊಂಡವರಿಗೆ ಸೂಕ್ತ ಚಿಕಿತ್ಸೆ ನೀಡುವಂತೆ ಅಧಿಕಾರಿಗಳಿಗೆ ಸೂಚಿಸಿದ್ದಾರೆ. ಪ್ರಧಾನಿ ನರೇಂದ್ರ ಮೋದಿ ಅವರು ಸಂತಾಪ ಸೂಚಿಸಿದ್ದಾರೆ. ರಾಜ್ಯ ವಿಪತ್ತು ನಿರ್ವಹಣಾ ಇಲಾಖೆಯು ಹವಾಮಾನ ಎಚ್ಚರಿಕೆ ನೀಡಿದೆ. xyxy=(202,863,392,912)
divider xyxy=(28,802,918,803)
print-registration-marks xyxy=(92,1436,125,1442)
divider xyxy=(198,1136,918,1137)
section-title: ದೇಶ-ವಿದೇಶ xyxy=(260,2,431,48)
kiru-item1-body: ಶ್ರೀನಗರ: ಜಮ್ಮು-ಕಾಶ್ಮೀರದ ಕಿಶ್ತ್ವಾರ್ ಜಿಲ್ಲೆಯಲ್ಲಿ ಭದ್ರತಾ ಪಡೆಗಳು ನಡೆಸಿದ ಕಾರ್ಯಾಚರಣೆಯಲ್ಲಿ ಜೈಶ್-ಎ-ಮೊಹಮ್ಮದ್ ಸಂಘಟನೆಗೆ ಸೇರಿದ ಮೂವರು ಉಗ್ರರನ್ನು ಹತ್ಯೆ ಮಾಡಲಾಗಿದೆ. ಚತ್ರು ಪ್ರದೇಶದಲ್ಲಿ ನಡೆದ ಗುಂಡಿನ ಚಕಮಕಿಯಲ್ಲಿ ಉಗ್ರರು ಹತರಾಗಿದ್ದಾರೆ ಎಂದು ಸೇನೆಯ ಅಧಿಕಾರಿಗಳು ತಿಳಿಸಿದ್ದಾರೆ. xyxy=(28,891,190,923)
who-title: ಯಾರೀ ದಯಾನ್ ಕೃಷ್ಣನ್? xyxy=(399,566,487,577)
reg-dot-cyan xyxy=(92,1436,98,1442)
